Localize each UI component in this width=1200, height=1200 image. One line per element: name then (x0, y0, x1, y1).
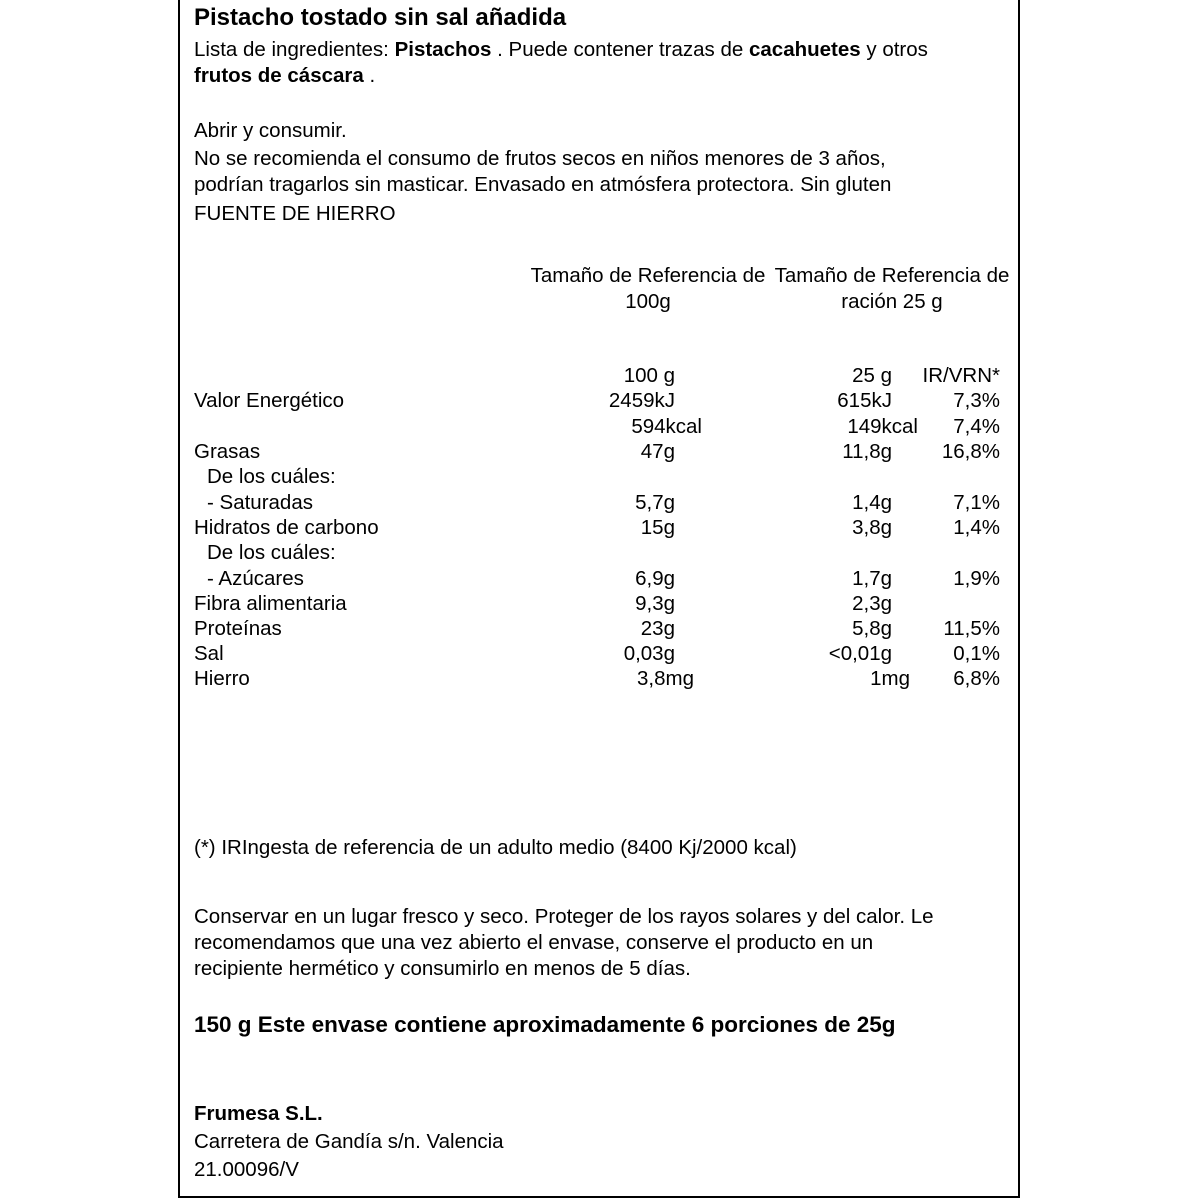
ingredients-end: . (363, 64, 376, 87)
value-25g: <0,01g (828, 642, 892, 665)
value-25g: 149kcal (847, 415, 918, 438)
ingredients-line-2 (194, 63, 375, 88)
nutrient-label: Valor Energético (194, 389, 345, 412)
value-ir: 11,5% (943, 617, 1000, 640)
nutrient-label: Grasas (194, 440, 261, 463)
instruction-line-1: Abrir y consumir. (194, 119, 347, 142)
nutrient-label: - Saturadas (207, 491, 313, 514)
value-ir: 16,8% (941, 440, 1000, 463)
package-contents: 150 g Este envase contiene aproximadamente 6 porciones de 25g (194, 1012, 896, 1037)
table-row (0, 666, 1200, 691)
value-25g: 5,8g (852, 617, 892, 640)
value-25g: 615kJ (837, 389, 892, 412)
storage-line-3: recipiente hermético y consumirlo en menos de 5 días. (194, 957, 691, 980)
table-row (0, 490, 1200, 515)
instruction-line-3: podrían tragarlos sin masticar. Envasado en atmósfera protectora. Sin gluten (194, 173, 892, 196)
value-ir: 7,1% (953, 491, 1000, 514)
value-ir: 1,4% (953, 516, 1000, 539)
nutrient-label: Proteínas (194, 617, 282, 640)
table-row (0, 464, 1200, 489)
value-25g: 3,8g (852, 516, 892, 539)
table-row (0, 641, 1200, 666)
col-header-ir: IR/VRN* (922, 364, 1000, 387)
nutrient-sublabel: De los cuáles: (207, 541, 336, 564)
table-row (0, 388, 1200, 413)
table-row (0, 414, 1200, 439)
value-100g: 15g (640, 516, 675, 539)
nutrient-label: Hierro (194, 667, 250, 690)
table-row (0, 616, 1200, 641)
iron-source-claim: FUENTE DE HIERRO (194, 202, 396, 225)
value-ir: 7,3% (953, 389, 1000, 412)
storage-line-1: Conservar en un lugar fresco y seco. Proteger de los rayos solares y del calor. Le (194, 905, 934, 928)
allergen-frutos: frutos de cáscara (194, 64, 364, 87)
value-25g: 1,4g (852, 491, 892, 514)
header-ref-100-line-2: 100g (625, 290, 671, 313)
table-row (0, 540, 1200, 565)
company-name: Frumesa S.L. (194, 1102, 323, 1125)
value-100g: 2459kJ (608, 389, 675, 412)
table-row (0, 566, 1200, 591)
nutrient-label: - Azúcares (207, 567, 304, 590)
value-100g: 3,8mg (637, 667, 694, 690)
header-ref-25-line-1: Tamaño de Referencia de (774, 264, 1010, 287)
product-title: Pistacho tostado sin sal añadida (194, 4, 567, 31)
value-ir: 6,8% (953, 667, 1000, 690)
table-row (0, 591, 1200, 616)
value-100g: 23g (640, 617, 675, 640)
nutrient-sublabel: De los cuáles: (207, 465, 336, 488)
footnote: (*) IRIngesta de referencia de un adulto medio (8400 Kj/2000 kcal) (194, 836, 797, 859)
value-25g: 2,3g (852, 592, 892, 615)
header-ref-100-line-1: Tamaño de Referencia de (530, 264, 766, 287)
nutrient-label: Hidratos de carbono (194, 516, 379, 539)
col-header-100g: 100 g (623, 364, 675, 387)
value-100g: 6,9g (635, 567, 675, 590)
ingredients-mid-1: . Puede contener trazas de (491, 38, 749, 61)
value-ir: 1,9% (953, 567, 1000, 590)
nutrient-label: Sal (194, 642, 224, 665)
value-25g: 11,8g (842, 440, 892, 463)
registry-number: 21.00096/V (194, 1158, 299, 1181)
value-100g: 47g (640, 440, 675, 463)
company-address: Carretera de Gandía s/n. Valencia (194, 1130, 504, 1153)
ingredients-line-1 (194, 37, 928, 62)
instruction-line-2: No se recomienda el consumo de frutos secos en niños menores de 3 años, (194, 147, 886, 170)
table-row (0, 439, 1200, 464)
value-ir: 0,1% (953, 642, 1000, 665)
value-25g: 1,7g (852, 567, 892, 590)
ingredients-mid-2: y otros (860, 38, 928, 61)
nutrient-label: Fibra alimentaria (194, 592, 347, 615)
storage-line-2: recomendamos que una vez abierto el envase, conserve el producto en un (194, 931, 874, 954)
value-100g: 9,3g (635, 592, 675, 615)
value-25g: 1mg (870, 667, 910, 690)
column-headers (0, 363, 1200, 388)
header-ref-25-line-2: ración 25 g (841, 290, 943, 313)
value-ir: 7,4% (953, 415, 1000, 438)
ingredient-pistachos: Pistachos (394, 38, 492, 61)
value-100g: 594kcal (631, 415, 702, 438)
value-100g: 0,03g (623, 642, 675, 665)
col-header-25g: 25 g (852, 364, 892, 387)
table-row (0, 515, 1200, 540)
ingredients-prefix: Lista de ingredientes: (194, 38, 395, 61)
value-100g: 5,7g (635, 491, 675, 514)
allergen-cacahuetes: cacahuetes (749, 38, 861, 61)
